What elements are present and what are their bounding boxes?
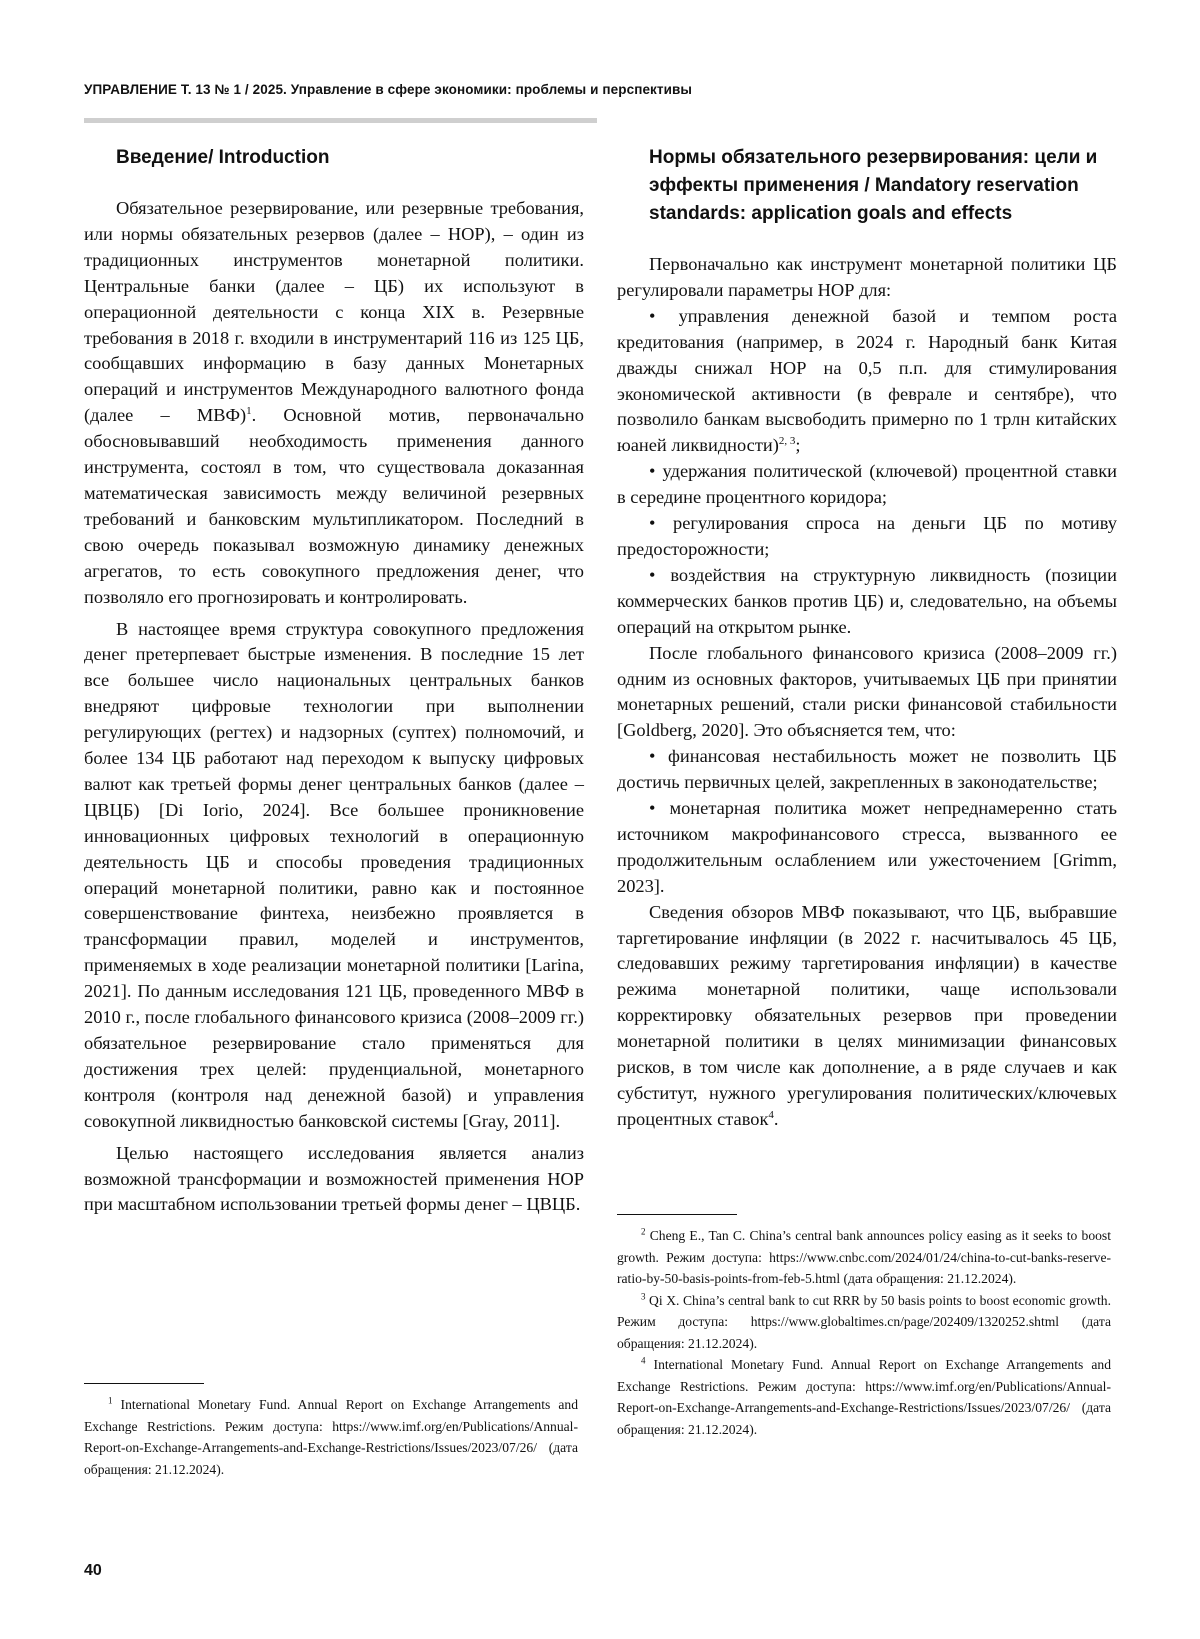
left-p1-text-b: . Основной мотив, первоначально обосновывавший необходимость применения данного инструмента, состоял в том, что существовала доказанная математическая зависимость между величиной резервных требований и банковским мультипликатором. Последний в свою очередь показывал возможную динамику денежных агрегатов, то есть совокупного предложения денег, что позволяло его прогнозировать и контролировать. [84, 405, 584, 607]
right-p3-text-a: Сведения обзоров МВФ показывают, что ЦБ, выбравшие таргетирование инфляции (в 2022 г. насчитывалось 45 ЦБ, следовавших режиму таргетирования инфляции) в качестве режима монетарной политики, чаще использовали корректировку обязательных резервов при проведении монетарной политики в целях минимизации финансовых рисков, в том числе как дополнение, а в ряде случаев и как субститут, нужного урегулирования политических/ключевых процентных ставок [617, 901, 1117, 1129]
footnote-3-number: 3 [641, 1290, 646, 1301]
left-paragraph-3: Целью настоящего исследования является анализ возможной трансформации и возможностей применения НОР при масштабном использовании третьей формы денег – ЦВЦБ. [84, 1142, 584, 1215]
bullet-item-6: • монетарная политика может непреднамеренно стать источником макрофинансового стресса, вызванного ее продолжительным ослаблением или ужесточением [Grimm, 2023]. [617, 798, 1117, 896]
bullet-item-3: • регулирования спроса на деньги ЦБ по мотиву предосторожности; [617, 513, 1117, 559]
left-paragraph-1 [84, 196, 584, 611]
right-p3-text-b: . [773, 1108, 779, 1129]
right-column [617, 144, 1117, 1133]
footnote-3-text: Qi X. China’s central bank to cut RRR by 50 basis points to boost economic growth. Режим доступа: https://www.globaltimes.cn/page/202409/1320252.shtml (дата обращения: 21.12.2024). [617, 1292, 1111, 1351]
left-paragraph-2: В настоящее время структура совокупного предложения денег претерпевает быстрые изменения. В последние 15 лет все большее число национальных центральных банков внедряют цифровые технологии при выполнении регулирующих (регтех) и надзорных (суптех) полномочий, и более 134 ЦБ работают над переходом к выпуску цифровых валют как третьей формы денег центральных банков (далее – ЦВЦБ) [Di Iorio, 2024]. Все большее проникновение инновационных цифровых технологий в операционную деятельность ЦБ и способы проведения традиционных операций монетарной политики, равно как и постоянное совершенствование финтеха, неизбежно проявляется в трансформации правил, моделей и инструментов, применяемых в ходе реализации монетарной политики [Larina, 2021]. По данным исследования 121 ЦБ, проведенного МВФ в 2010 г., после глобального финансового кризиса (2008–2009 гг.) обязательное резервирование стало применяться для достижения трех целей: пруденциальной, монетарного контроля (контроля над денежной базой) и управления совокупной ликвидностью банковской системы [Gray, 2011]. [84, 618, 584, 1131]
footnote-4-number: 4 [641, 1355, 646, 1366]
footnote-4-text: International Monetary Fund. Annual Report on Exchange Arrangements and Exchange Restrictions. Режим доступа: https://www.imf.org/en/Publications/Annual-Report-on-Exchange-Arrangements-and-Exchange-Restrictions/Issues/2023/07/26/ (дата обращения: 21.12.2024). [617, 1357, 1111, 1437]
footnote-rule-right [617, 1214, 737, 1215]
footnote-1-number: 1 [108, 1395, 113, 1406]
header-rule [84, 118, 597, 123]
bullet-item-5: • финансовая нестабильность может не позволить ЦБ достичь первичных целей, закрепленных в законодательстве; [617, 746, 1117, 793]
left-p1-text-a: Обязательное резервирование, или резервные требования, или нормы обязательных резервов (далее – НОР), – один из традиционных инструментов монетарной политики. Центральные банки (далее – ЦБ) их используют в операционной деятельности с конца XIX в. Резервные требования в 2018 г. входили в инструментарий 116 из 125 ЦБ, сообщавших информацию в базу данных Монетарных операций и инструментов Международного валютного фонда (далее – МВФ) [84, 198, 584, 426]
footnote-2 [617, 1225, 1111, 1290]
right-paragraph-1: Первоначально как инструмент монетарной политики ЦБ регулировали параметры НОР для: [617, 254, 1117, 300]
footnotes-right [617, 1225, 1111, 1440]
footnote-2-number: 2 [641, 1226, 646, 1237]
right-paragraph-3 [617, 900, 1117, 1133]
right-paragraph-2: После глобального финансового кризиса (2008–2009 гг.) одним из основных факторов, учитываемых ЦБ при принятии монетарных решений, стали риски финансовой стабильности [Goldberg, 2020]. Это объясняется тем, что: [617, 642, 1117, 741]
footnote-ref-1[interactable]: 1 [246, 405, 252, 418]
left-column [84, 144, 584, 1218]
footnotes-left [84, 1394, 578, 1480]
footnote-1 [84, 1394, 578, 1480]
footnote-ref-2-3[interactable]: 2, 3 [778, 435, 796, 448]
footnote-ref-4[interactable]: 4 [768, 1108, 774, 1121]
footnote-2-text: Cheng E., Tan C. China’s central bank announces policy easing as it seeks to boost growth. Режим доступа: https://www.cnbc.com/2024/01/24/china-to-cut-banks-reserve-ratio-by-50-basis-points-from-feb-5.html (дата обращения: 21.12.2024). [617, 1228, 1111, 1286]
footnote-1-text: International Monetary Fund. Annual Report on Exchange Arrangements and Exchange Restrictions. Режим доступа: https://www.imf.org/en/Publications/Annual-Report-on-Exchange-Arrangements-and-Exchange-Restrictions/Issues/2023/07/26/ (дата обращения: 21.12.2024). [84, 1397, 578, 1477]
footnote-rule-left [84, 1383, 204, 1384]
section-heading-reservation-standards: Нормы обязательного резервирования: цели и эффекты применения / Mandatory reservation standards: application goals and effects [649, 147, 1098, 224]
footnote-4 [617, 1354, 1111, 1440]
running-head: УПРАВЛЕНИЕ Т. 13 № 1 / 2025. Управление в сфере экономики: проблемы и перспективы [84, 82, 693, 97]
bullet-item-4: • воздействия на структурную ликвидность (позиции коммерческих банков против ЦБ) и, следовательно, на объемы операций на открытом рынке. [617, 564, 1117, 637]
bullet-item-1 [617, 304, 1117, 459]
page-number: 40 [84, 1562, 102, 1579]
bullet-item-2: • удержания политической (ключевой) процентной ставки в середине процентного коридора; [617, 461, 1117, 508]
bullet-1-text-a: • управления денежной базой и темпом роста кредитования (например, в 2024 г. Народный банк Китая дважды снижал НОР на 0,5 п.п. для стимулирования экономической активности (в феврале и сентябре), что позволило банкам высвободить примерно по 1 трлн китайских юаней ликвидности) [617, 305, 1117, 456]
bullet-1-text-b: ; [795, 435, 801, 456]
footnote-3 [617, 1290, 1111, 1355]
section-heading-introduction: Введение/ Introduction [116, 147, 330, 168]
